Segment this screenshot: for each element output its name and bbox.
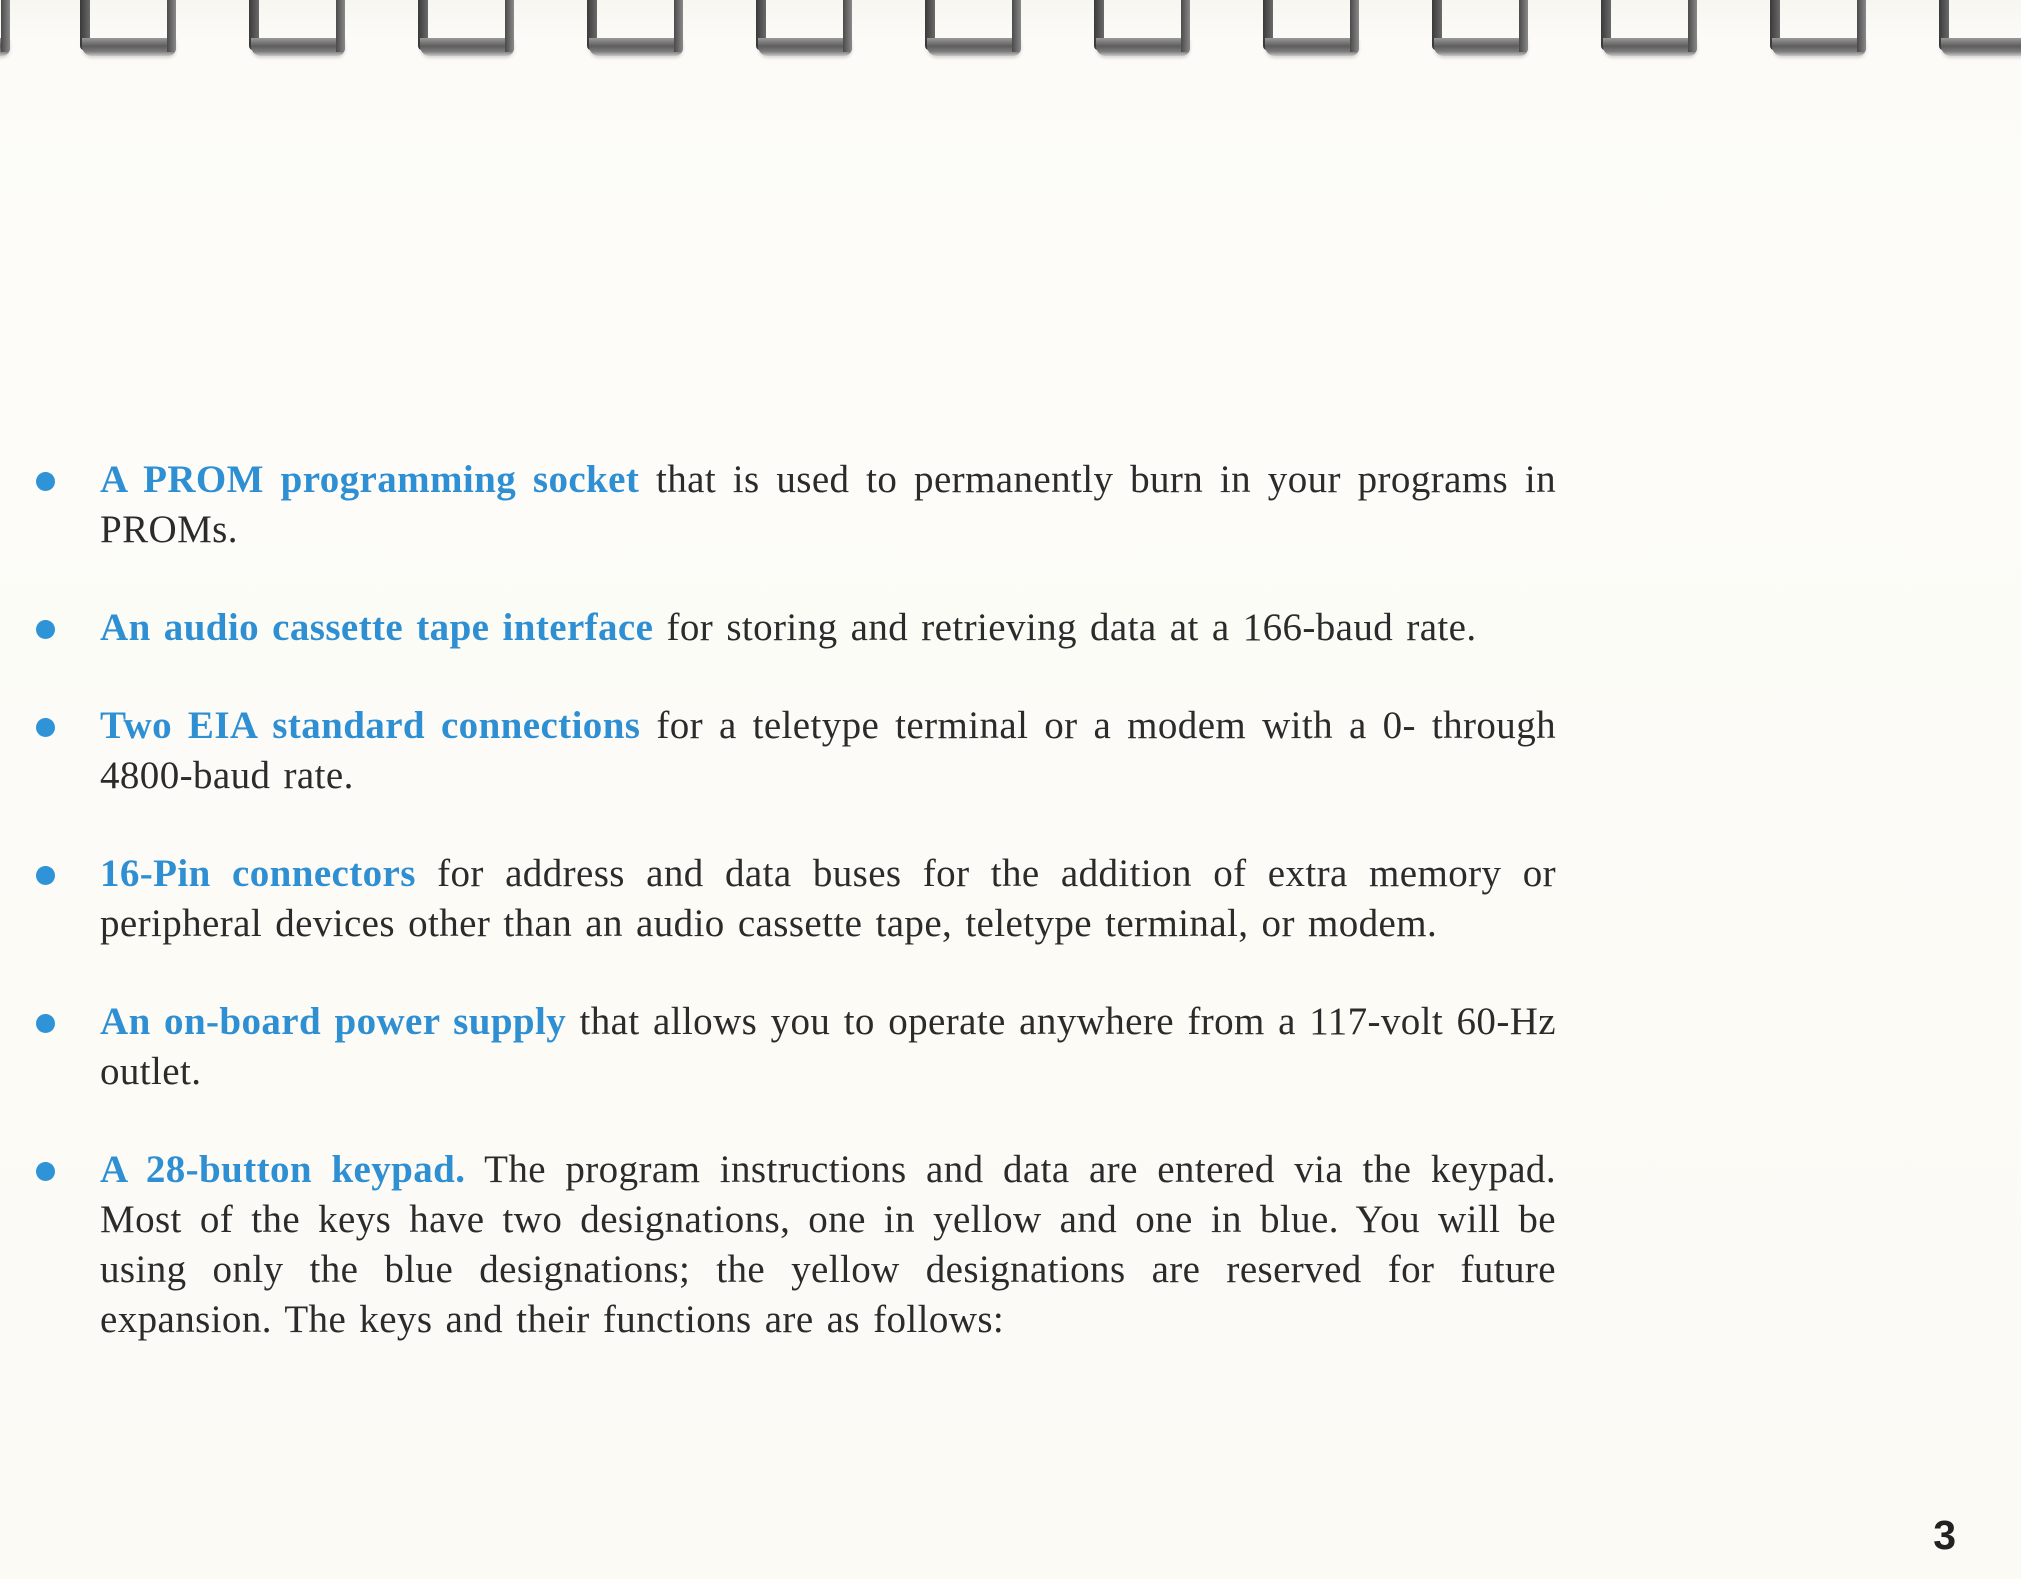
spiral-binding-ring-icon	[756, 0, 852, 58]
list-item	[36, 455, 1556, 555]
bullet-dot-icon	[36, 866, 55, 885]
item-lead: A PROM programming socket	[100, 458, 640, 501]
spiral-binding-ring-icon	[0, 0, 10, 58]
bullet-dot-icon	[36, 1162, 55, 1181]
bullet-dot-icon	[36, 718, 55, 737]
spiral-binding-ring-icon	[925, 0, 1021, 58]
spiral-binding-ring-icon	[418, 0, 514, 58]
spiral-binding-ring-icon	[1939, 0, 2021, 58]
item-text: The program instructions and data are entered via the keypad. Most of the keys have two designations, one in yellow and one in blue. You will be using only the blue designations; the yellow designations are reserved for future expansion. The keys and their functions are as follows:	[100, 1148, 1556, 1341]
spiral-binding-ring-icon	[587, 0, 683, 58]
spiral-binding-ring-icon	[1770, 0, 1866, 58]
item-text: that allows you to operate anywhere from a 117-volt 60-Hz outlet.	[100, 1000, 1556, 1093]
page-number: 3	[1933, 1512, 1956, 1558]
item-text: for storing and retrieving data at a 166-baud rate.	[653, 606, 1477, 649]
bullet-dot-icon	[36, 472, 55, 491]
item-lead: An audio cassette tape interface	[100, 606, 654, 649]
spiral-binding	[0, 0, 2021, 64]
list-item	[36, 849, 1556, 949]
list-item	[36, 701, 1556, 801]
item-text: for a teletype terminal or a modem with a 0- through 4800-baud rate.	[100, 704, 1556, 797]
spiral-binding-ring-icon	[1094, 0, 1190, 58]
bullet-dot-icon	[36, 1014, 55, 1033]
list-item	[36, 1145, 1556, 1345]
spiral-binding-ring-icon	[80, 0, 176, 58]
feature-list	[36, 455, 1556, 1345]
item-lead: A 28-button keypad.	[100, 1148, 466, 1191]
item-lead: An on-board power supply	[100, 1000, 567, 1043]
item-text: that is used to permanently burn in your programs in PROMs.	[100, 458, 1556, 551]
item-lead: Two EIA standard connections	[100, 704, 641, 747]
spiral-binding-ring-icon	[249, 0, 345, 58]
spiral-binding-ring-icon	[1432, 0, 1528, 58]
item-text: for address and data buses for the addition of extra memory or peripheral devices other than an audio cassette tape, teletype terminal, or modem.	[100, 852, 1557, 945]
spiral-binding-ring-icon	[1263, 0, 1359, 58]
list-item	[36, 603, 1556, 653]
bullet-dot-icon	[36, 620, 55, 639]
list-item	[36, 997, 1556, 1097]
spiral-binding-ring-icon	[1601, 0, 1697, 58]
item-lead: 16-Pin connectors	[100, 852, 416, 895]
